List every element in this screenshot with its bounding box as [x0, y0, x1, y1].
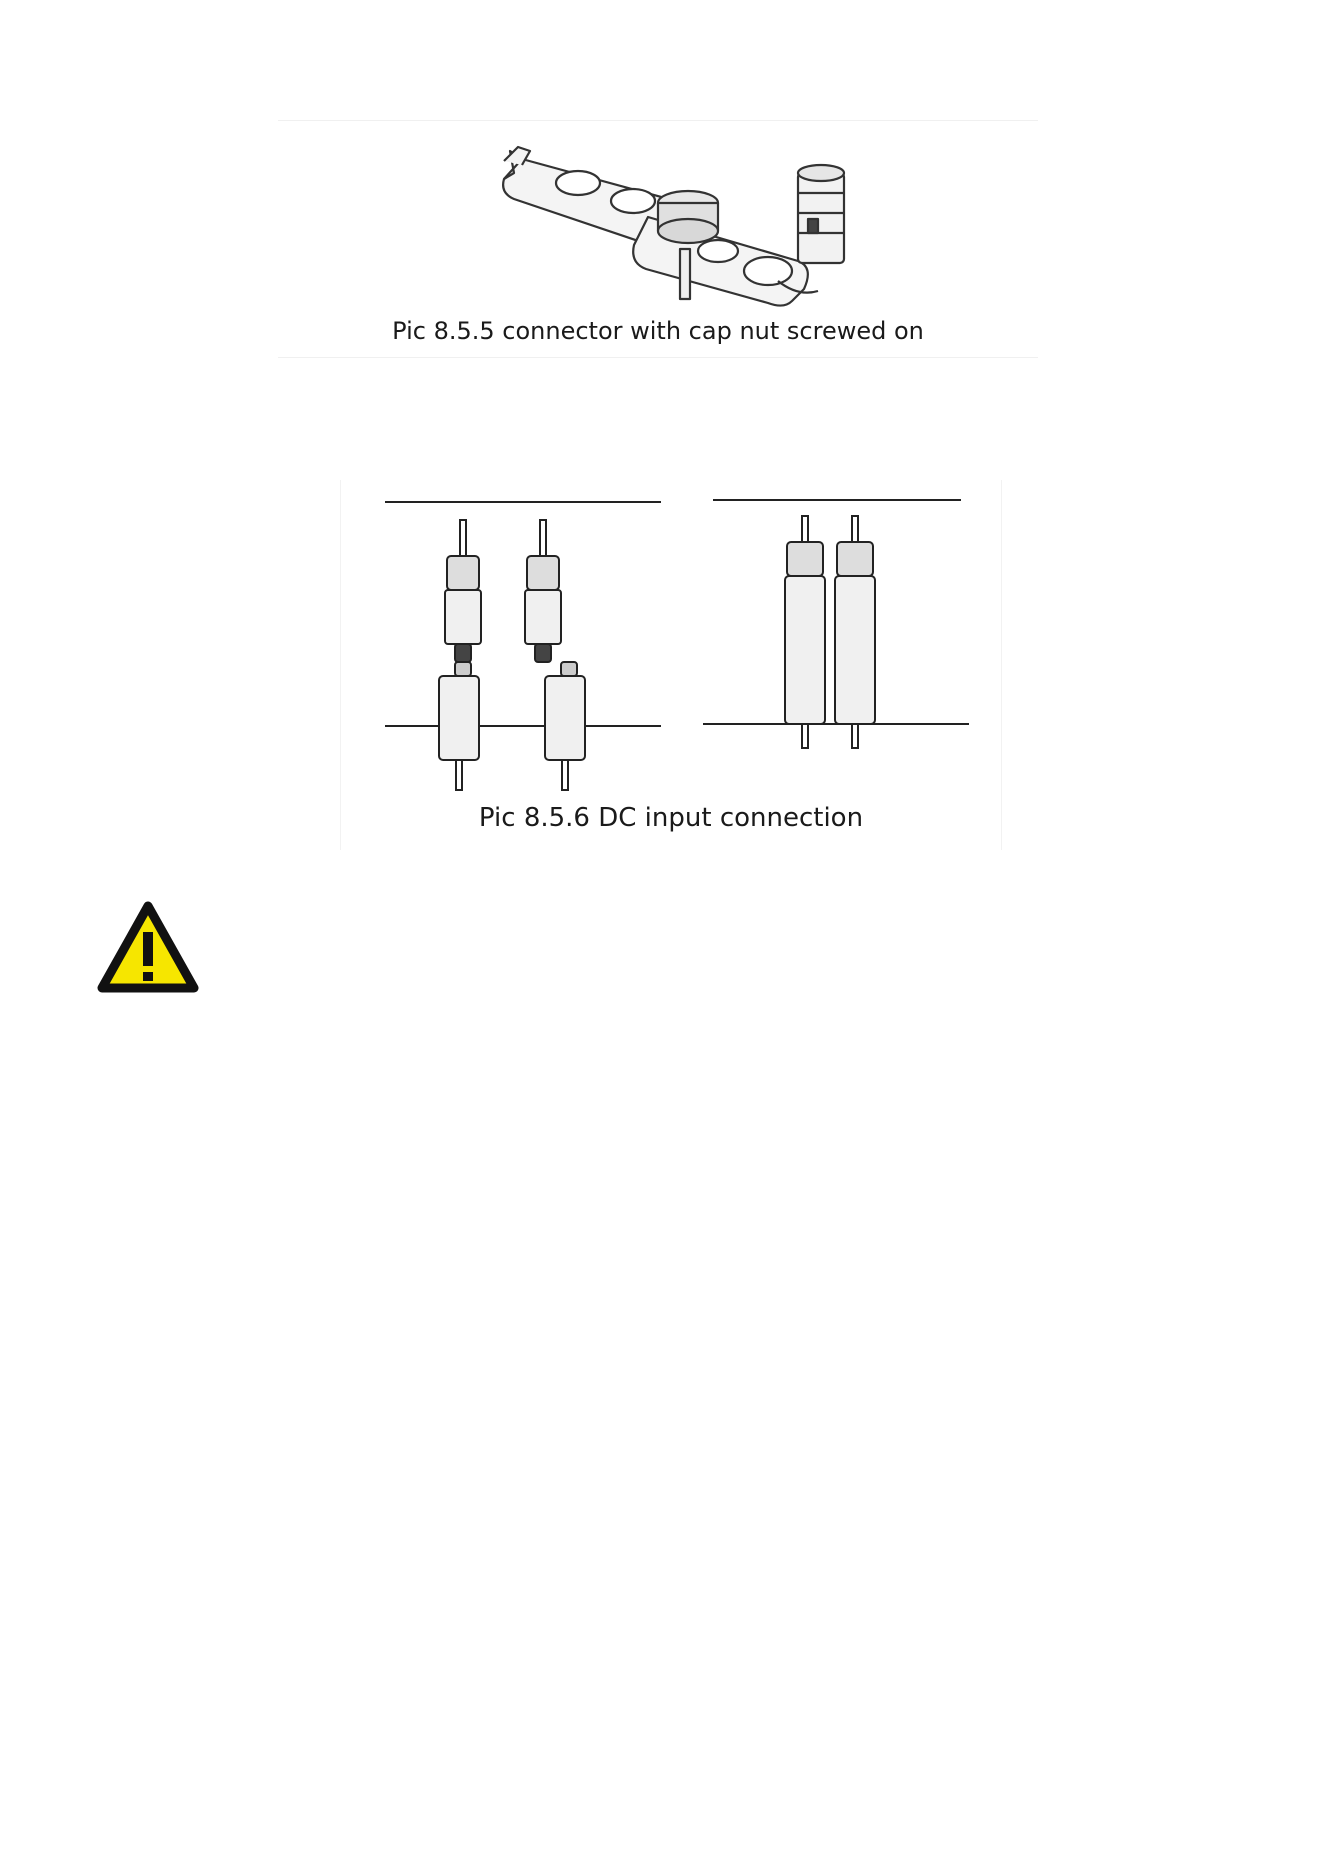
connector-female-1	[439, 662, 479, 790]
figure-connector-cap-nut	[278, 120, 1038, 358]
connector-male-2	[525, 520, 561, 662]
figure-caption: Pic 8.5.5 connector with cap nut screwed on	[392, 317, 924, 345]
connector-mated-2	[835, 516, 875, 748]
dc-connectors-illustration	[341, 480, 1001, 800]
connector-mated-1	[785, 516, 825, 748]
spanner-wrench-illustration	[278, 121, 1038, 321]
connector-male-1	[445, 520, 481, 662]
figure-caption: Pic 8.5.6 DC input connection	[478, 803, 864, 833]
figure-dc-input-connection	[340, 480, 1002, 850]
connector-female-2	[545, 662, 585, 790]
warning-triangle-icon	[96, 900, 200, 996]
